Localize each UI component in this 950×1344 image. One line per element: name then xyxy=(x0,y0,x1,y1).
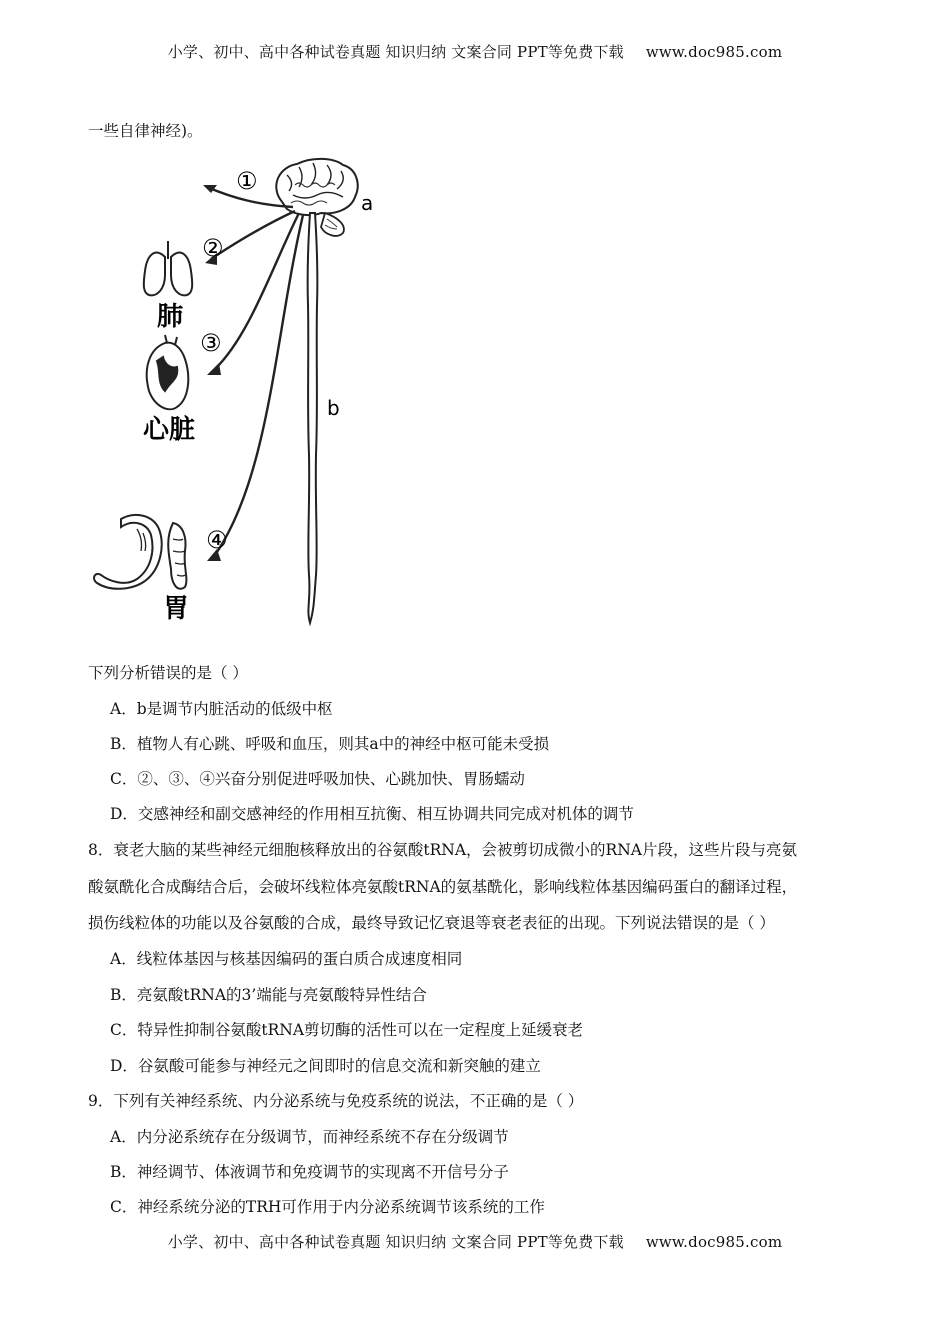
q8-option-b: B．亮氨酸tRNA的3’端能与亮氨酸特异性结合 xyxy=(110,986,427,1004)
nerve-3-label: ③ xyxy=(200,329,222,357)
q8-stem-line-1: 8．衰老大脑的某些神经元细胞核释放出的谷氨酸tRNA，会被剪切成微小的RNA片段，这些片段与亮氨 xyxy=(88,841,797,859)
header-site: www.doc985.com xyxy=(645,43,783,61)
nervous-system-figure xyxy=(85,155,405,630)
q7-option-c: C．②、③、④兴奋分别促进呼吸加快、心跳加快、胃肠蠕动 xyxy=(110,770,525,788)
nerve-4-label: ④ xyxy=(206,526,228,554)
header-text: 小学、初中、高中各种试卷真题 知识归纳 文案合同 PPT等免费下载 xyxy=(167,43,624,61)
spinal-cord-label-b: b xyxy=(327,396,340,420)
stomach-drawing xyxy=(94,515,186,589)
nerve-1-label: ① xyxy=(236,167,258,195)
brain-label-a: a xyxy=(361,191,374,215)
heart-label: 心脏 xyxy=(143,415,196,445)
brain-drawing xyxy=(276,159,357,236)
lung-drawing xyxy=(144,241,192,295)
q8-stem-line-2: 酸氨酰化合成酶结合后，会破坏线粒体亮氨酸tRNA的氨基酰化，影响线粒体基因编码蛋白的翻译过程， xyxy=(88,878,798,896)
q8-option-a: A．线粒体基因与核基因编码的蛋白质合成速度相同 xyxy=(110,950,463,968)
q8-option-d: D．谷氨酸可能参与神经元之间即时的信息交流和新突触的建立 xyxy=(110,1057,541,1075)
q9-stem: 9．下列有关神经系统、内分泌系统与免疫系统的说法，不正确的是（ ） xyxy=(88,1092,584,1110)
q9-option-c: C．神经系统分泌的TRH可作用于内分泌系统调节该系统的工作 xyxy=(110,1198,545,1216)
lung-label: 肺 xyxy=(157,302,184,332)
q9-option-b: B．神经调节、体液调节和免疫调节的实现离不开信号分子 xyxy=(110,1163,509,1181)
q8-option-c: C．特异性抑制谷氨酸tRNA剪切酶的活性可以在一定程度上延缓衰老 xyxy=(110,1021,584,1039)
intro-tail: 一些自律神经)。 xyxy=(88,122,203,140)
q7-option-d: D．交感神经和副交感神经的作用相互抗衡、相互协调共同完成对机体的调节 xyxy=(110,805,634,823)
q7-option-b: B．植物人有心跳、呼吸和血压，则其a中的神经中枢可能未受损 xyxy=(110,735,550,753)
footer-text: 小学、初中、高中各种试卷真题 知识归纳 文案合同 PPT等免费下载 xyxy=(167,1233,624,1251)
q8-stem-line-3: 损伤线粒体的功能以及谷氨酸的合成，最终导致记忆衰退等衰老表征的出现。下列说法错误的是（ ） xyxy=(88,914,775,932)
footer-site: www.doc985.com xyxy=(645,1233,783,1251)
q7-option-a: A．b是调节内脏活动的低级中枢 xyxy=(110,700,333,718)
q9-option-a: A．内分泌系统存在分级调节，而神经系统不存在分级调节 xyxy=(110,1128,509,1146)
stomach-label: 胃 xyxy=(163,594,190,624)
page-header xyxy=(0,41,950,62)
heart-drawing xyxy=(147,335,189,409)
nerve-2-label: ② xyxy=(202,234,224,262)
q7-stem: 下列分析错误的是（ ） xyxy=(88,664,248,682)
page-footer xyxy=(0,1231,950,1252)
spinal-cord-drawing xyxy=(308,213,318,623)
